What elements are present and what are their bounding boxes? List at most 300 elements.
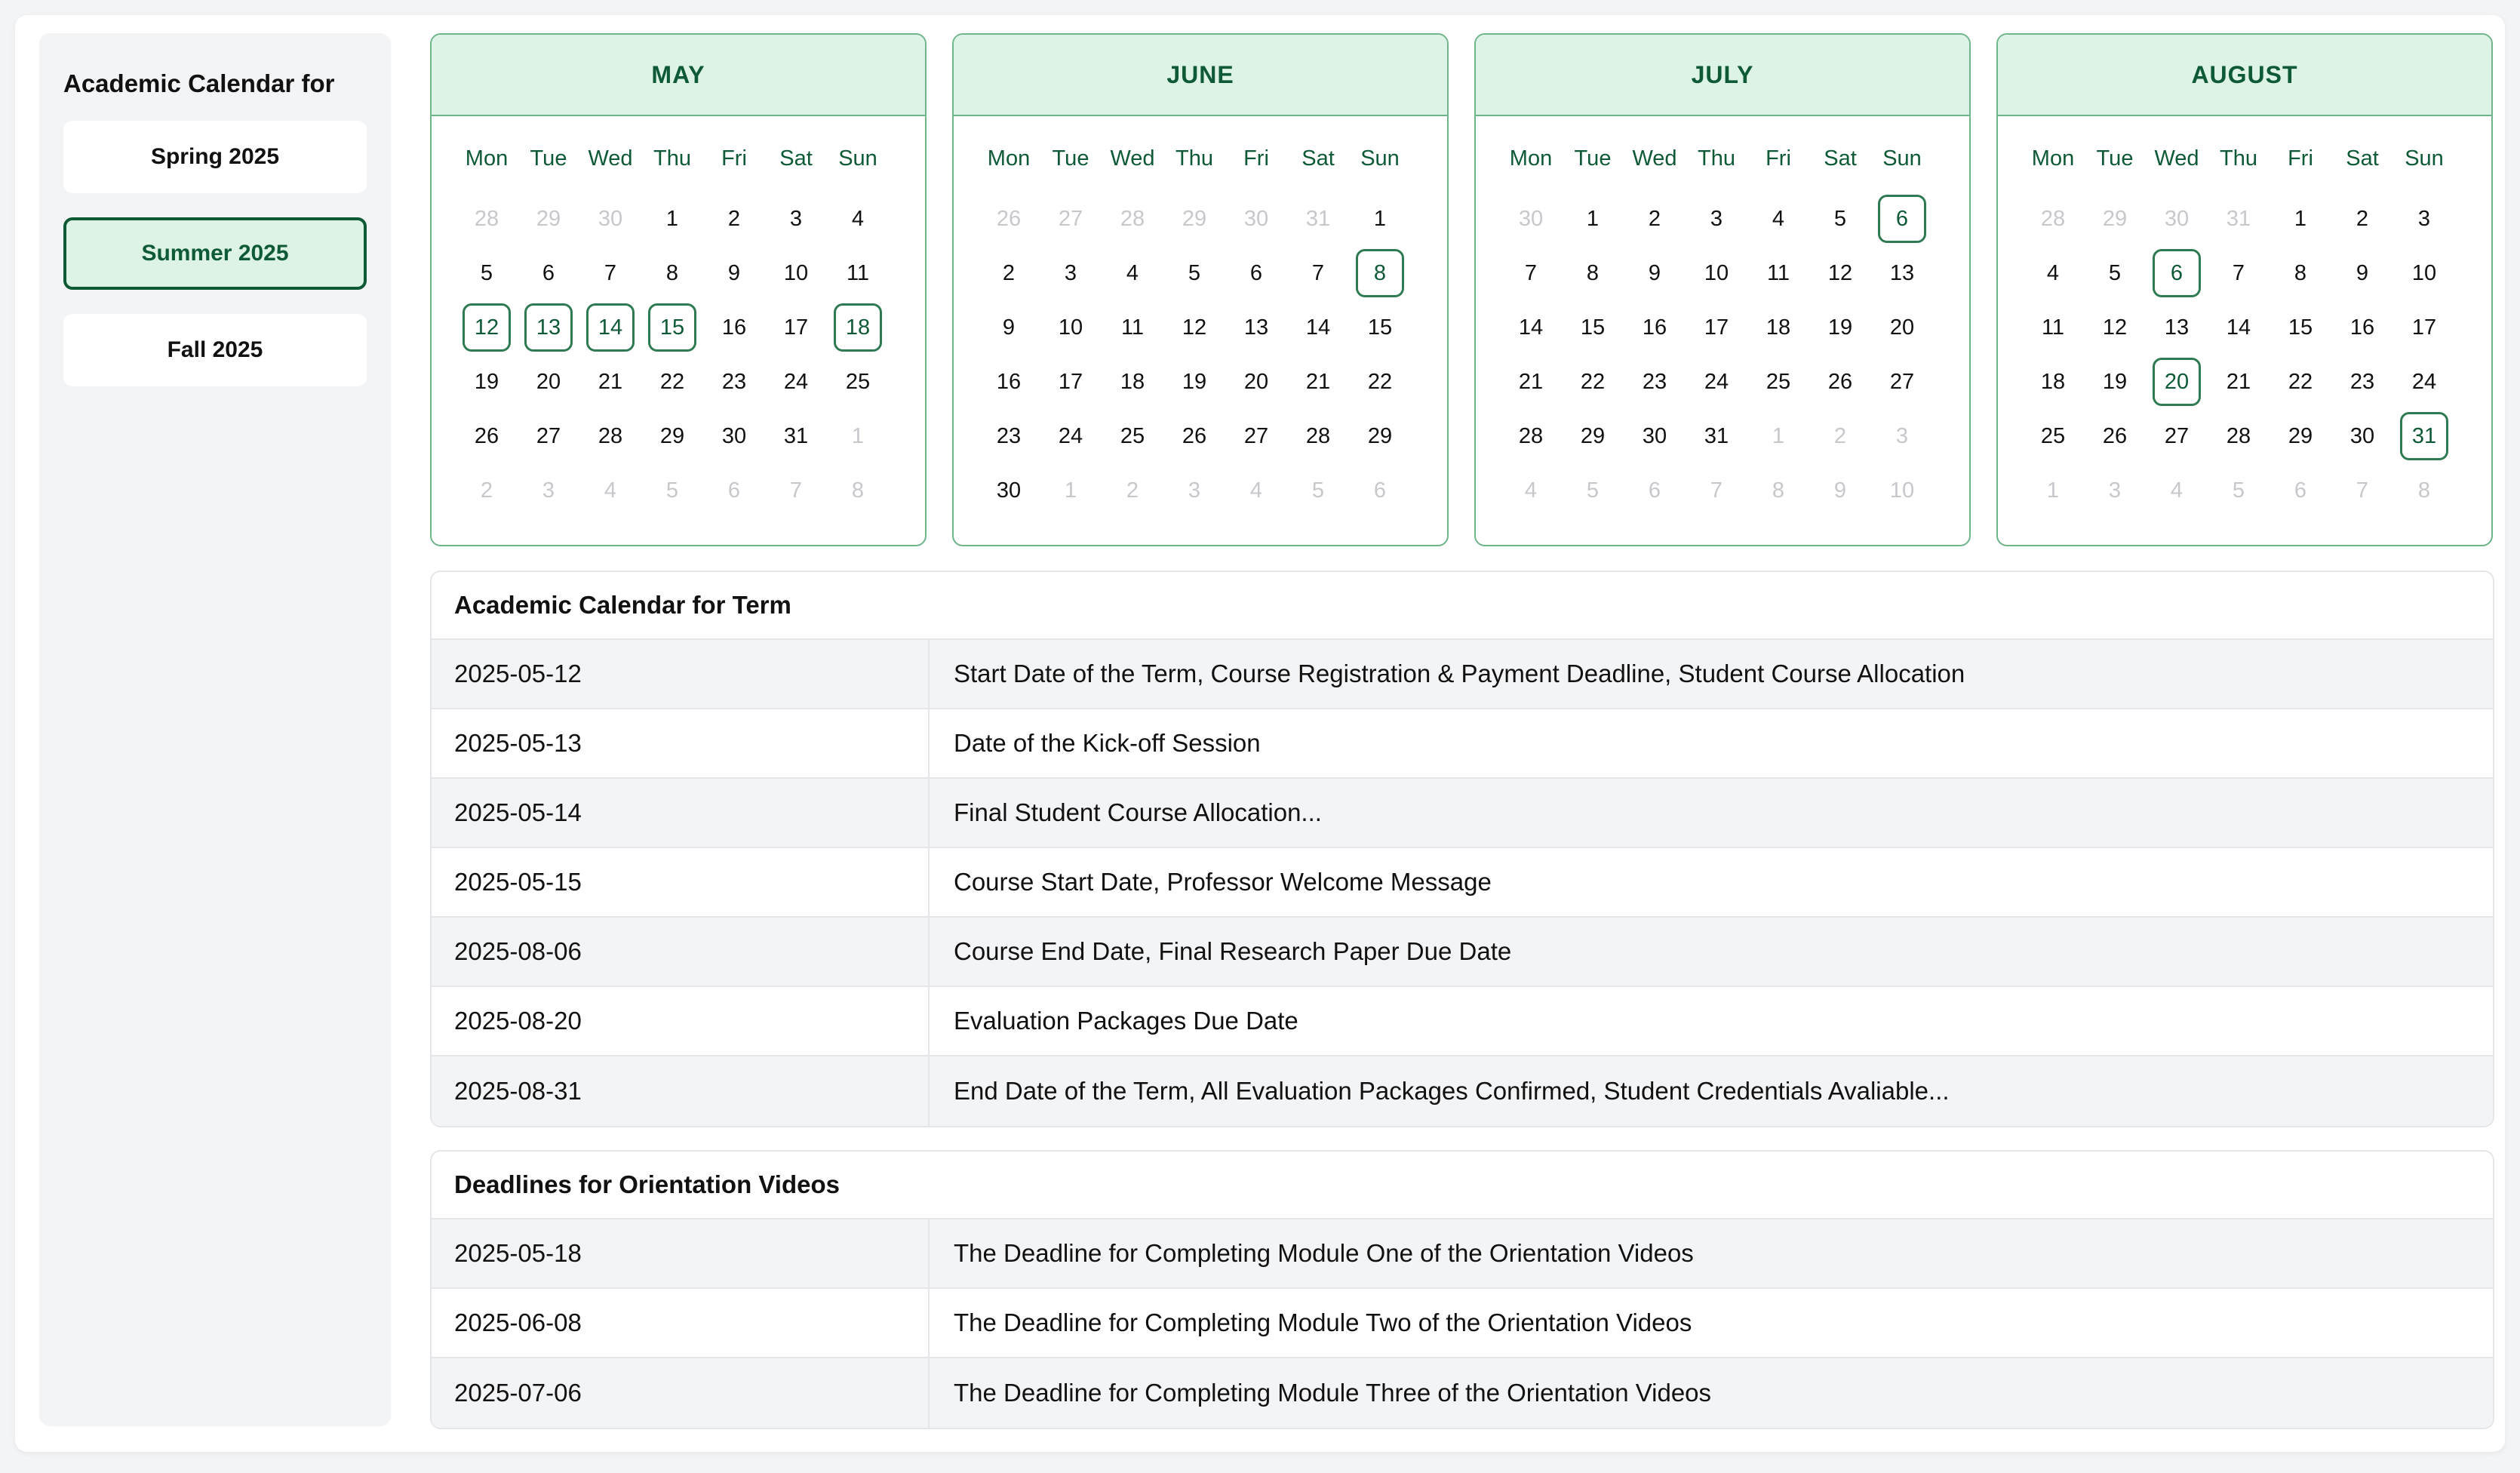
day-number: 31: [783, 423, 809, 448]
day-number: 15: [1367, 315, 1393, 340]
calendar-day[interactable]: [2270, 463, 2331, 518]
day-number: 9: [727, 260, 741, 285]
day-number: 10: [1058, 315, 1083, 340]
day-number: 27: [1889, 369, 1915, 394]
day-number: 6: [1249, 260, 1263, 285]
table-row: [432, 1056, 2493, 1126]
day-number: 4: [1249, 478, 1263, 503]
day-number: 3: [2108, 478, 2122, 503]
day-number: 2: [1002, 260, 1016, 285]
calendar-day[interactable]: [1163, 192, 1225, 246]
calendar-day[interactable]: [641, 246, 703, 300]
day-number: 1: [1373, 206, 1387, 231]
calendar-day[interactable]: [1349, 300, 1411, 355]
calendar-day[interactable]: [641, 463, 703, 518]
day-number: 5: [1311, 478, 1325, 503]
calendar-day[interactable]: [1102, 192, 1163, 246]
calendar-day[interactable]: [2270, 192, 2331, 246]
calendar-day[interactable]: [827, 192, 889, 246]
calendar-day[interactable]: [518, 355, 579, 409]
calendar-day[interactable]: [2084, 463, 2146, 518]
day-number: 19: [474, 369, 499, 394]
row-date: 2025-05-14: [432, 779, 930, 847]
calendar-day[interactable]: [1500, 463, 1562, 518]
calendar-day[interactable]: [978, 246, 1040, 300]
month-title: MAY: [432, 35, 925, 116]
day-number: 1: [665, 206, 679, 231]
calendar-day[interactable]: [1225, 300, 1287, 355]
calendar-day[interactable]: [2084, 192, 2146, 246]
calendar-day[interactable]: [2208, 355, 2270, 409]
calendar-day[interactable]: [1225, 355, 1287, 409]
day-number: 29: [2102, 206, 2128, 231]
calendar-day[interactable]: [765, 355, 827, 409]
calendar-day[interactable]: [1225, 463, 1287, 518]
day-number: 2: [1648, 206, 1661, 231]
calendar-day[interactable]: [2146, 409, 2208, 463]
calendar-day[interactable]: [1287, 409, 1349, 463]
weekday-label: Thu: [653, 146, 691, 171]
calendar-day[interactable]: [1747, 300, 1809, 355]
calendar-day[interactable]: [1500, 300, 1562, 355]
calendar-day[interactable]: [1163, 246, 1225, 300]
day-number: 30: [721, 423, 747, 448]
weekday-label: Sat: [1301, 146, 1335, 171]
calendar-day-highlighted[interactable]: [827, 300, 889, 355]
day-number: 3: [542, 478, 555, 503]
day-number: 7: [604, 260, 617, 285]
calendar-day[interactable]: [1809, 409, 1871, 463]
day-number: 5: [1586, 478, 1600, 503]
calendar-day[interactable]: [1871, 409, 1933, 463]
calendar-day[interactable]: [2393, 246, 2455, 300]
calendar-day[interactable]: [2146, 463, 2208, 518]
weekday-label: Sun: [2405, 146, 2444, 171]
row-date: 2025-05-15: [432, 848, 930, 916]
calendar-day[interactable]: [1040, 192, 1102, 246]
day-number: 27: [1058, 206, 1083, 231]
row-date: 2025-05-13: [432, 709, 930, 777]
calendar-day[interactable]: [2022, 409, 2084, 463]
day-number: 14: [1518, 315, 1544, 340]
day-number: 6: [727, 478, 741, 503]
calendar-day[interactable]: [2022, 192, 2084, 246]
day-number: 17: [2411, 315, 2437, 340]
day-number: 28: [598, 423, 623, 448]
calendar-day[interactable]: [579, 192, 641, 246]
calendar-day[interactable]: [765, 192, 827, 246]
calendar-day[interactable]: [1102, 409, 1163, 463]
calendar-day[interactable]: [765, 246, 827, 300]
calendar-day[interactable]: [2331, 355, 2393, 409]
calendar-day[interactable]: [1225, 409, 1287, 463]
calendar-day[interactable]: [1562, 409, 1624, 463]
day-number: 7: [1710, 478, 1723, 503]
day-number: 7: [1311, 260, 1325, 285]
calendar-day[interactable]: [1102, 355, 1163, 409]
weekday-label: Thu: [1175, 146, 1213, 171]
day-number: 4: [851, 206, 865, 231]
weekday-label: Fri: [1243, 146, 1269, 171]
calendar-day[interactable]: [518, 409, 579, 463]
day-number: 13: [2164, 315, 2190, 340]
calendar-day[interactable]: [827, 246, 889, 300]
calendar-day[interactable]: [1809, 300, 1871, 355]
day-number: 30: [2164, 206, 2190, 231]
calendar-day[interactable]: [2393, 192, 2455, 246]
calendar-day[interactable]: [2084, 300, 2146, 355]
day-number: 6: [1648, 478, 1661, 503]
day-number: 6: [1878, 195, 1926, 243]
day-number: 1: [1064, 478, 1077, 503]
row-description: Evaluation Packages Due Date: [954, 1007, 1298, 1035]
day-number: 21: [1305, 369, 1331, 394]
calendar-day-highlighted[interactable]: [2393, 409, 2455, 463]
calendar-day[interactable]: [1562, 355, 1624, 409]
calendar-day[interactable]: [2270, 300, 2331, 355]
calendar-day[interactable]: [1500, 192, 1562, 246]
term-button-spring-2025[interactable]: Spring 2025: [63, 121, 367, 193]
day-number: 1: [851, 423, 865, 448]
calendar-day[interactable]: [1225, 192, 1287, 246]
calendar-day[interactable]: [978, 463, 1040, 518]
calendar-day[interactable]: [765, 463, 827, 518]
calendar-day[interactable]: [1871, 355, 1933, 409]
calendar-day[interactable]: [703, 409, 765, 463]
weekday-label: Tue: [1574, 146, 1612, 171]
day-number: 28: [1305, 423, 1331, 448]
day-number: 10: [1889, 478, 1915, 503]
calendar-day[interactable]: [1686, 192, 1747, 246]
calendar-day[interactable]: [2331, 246, 2393, 300]
calendar-day[interactable]: [703, 192, 765, 246]
day-number: 23: [2349, 369, 2375, 394]
day-number: 8: [2417, 478, 2431, 503]
calendar-day[interactable]: [2208, 409, 2270, 463]
row-date: 2025-08-06: [432, 918, 930, 986]
calendar-day[interactable]: [1163, 355, 1225, 409]
calendar-day[interactable]: [1562, 192, 1624, 246]
calendar-day[interactable]: [1624, 355, 1686, 409]
calendar-day[interactable]: [1163, 463, 1225, 518]
calendar-day[interactable]: [2084, 355, 2146, 409]
weekday-label: Wed: [1632, 146, 1677, 171]
day-number: 20: [2153, 358, 2201, 406]
calendar-day-highlighted[interactable]: [456, 300, 518, 355]
calendar-day[interactable]: [1562, 300, 1624, 355]
calendar-day[interactable]: [2393, 463, 2455, 518]
calendar-day[interactable]: [1349, 355, 1411, 409]
day-number: 20: [1243, 369, 1269, 394]
day-number: 28: [474, 206, 499, 231]
calendar-day[interactable]: [1871, 246, 1933, 300]
day-number: 24: [2411, 369, 2437, 394]
day-number: 25: [2040, 423, 2066, 448]
table-row: [432, 640, 2493, 709]
day-number: 8: [851, 478, 865, 503]
day-number: 11: [846, 260, 870, 285]
day-number: 4: [1772, 206, 1785, 231]
calendar-day[interactable]: [2022, 246, 2084, 300]
day-number: 7: [789, 478, 803, 503]
calendar-day[interactable]: [1686, 246, 1747, 300]
calendar-day-highlighted[interactable]: [518, 300, 579, 355]
day-number: 28: [2226, 423, 2251, 448]
calendar-day[interactable]: [1163, 300, 1225, 355]
calendar-day[interactable]: [1871, 463, 1933, 518]
calendar-day[interactable]: [1686, 300, 1747, 355]
day-number: 30: [2349, 423, 2375, 448]
calendar-day[interactable]: [1287, 246, 1349, 300]
row-description: The Deadline for Completing Module One of the Orientation Videos: [954, 1239, 1694, 1267]
calendar-day[interactable]: [2331, 463, 2393, 518]
month-title: JUNE: [954, 35, 1447, 116]
calendar-day[interactable]: [1163, 409, 1225, 463]
calendar-day[interactable]: [1102, 300, 1163, 355]
calendar-day[interactable]: [2084, 409, 2146, 463]
table-row: [432, 779, 2493, 848]
day-number: 6: [1373, 478, 1387, 503]
weekday-label: Mon: [2031, 146, 2075, 171]
calendar-day[interactable]: [1500, 246, 1562, 300]
calendar-day[interactable]: [1747, 192, 1809, 246]
calendar-day[interactable]: [2084, 246, 2146, 300]
calendar-day[interactable]: [1809, 355, 1871, 409]
day-number: 15: [1580, 315, 1606, 340]
calendar-day[interactable]: [2146, 192, 2208, 246]
calendar-day[interactable]: [2208, 246, 2270, 300]
day-number: 24: [1704, 369, 1729, 394]
day-number: 8: [665, 260, 679, 285]
calendar-day[interactable]: [978, 300, 1040, 355]
day-number: 22: [1580, 369, 1606, 394]
calendar-day-highlighted[interactable]: [579, 300, 641, 355]
month-calendar-july: [1474, 33, 1971, 546]
calendar-day[interactable]: [579, 246, 641, 300]
day-number: 14: [2226, 315, 2251, 340]
calendar-day[interactable]: [2022, 355, 2084, 409]
day-number: 29: [2288, 423, 2313, 448]
day-number: 31: [2226, 206, 2251, 231]
calendar-day[interactable]: [1040, 300, 1102, 355]
day-number: 21: [598, 369, 623, 394]
calendar-day[interactable]: [1624, 246, 1686, 300]
calendar-day[interactable]: [1225, 246, 1287, 300]
calendar-day[interactable]: [579, 355, 641, 409]
calendar-day[interactable]: [1871, 300, 1933, 355]
day-number: 7: [2356, 478, 2369, 503]
table-row: [432, 987, 2493, 1056]
calendar-day[interactable]: [703, 463, 765, 518]
calendar-day[interactable]: [1686, 409, 1747, 463]
calendar-day[interactable]: [978, 409, 1040, 463]
calendar-day[interactable]: [1562, 246, 1624, 300]
calendar-day[interactable]: [827, 463, 889, 518]
calendar-grid: [1998, 139, 2491, 518]
calendar-day[interactable]: [579, 409, 641, 463]
calendar-day[interactable]: [641, 192, 703, 246]
calendar-day[interactable]: [765, 300, 827, 355]
day-number: 4: [2046, 260, 2060, 285]
day-number: 9: [2356, 260, 2369, 285]
calendar-day[interactable]: [1287, 192, 1349, 246]
day-number: 7: [1524, 260, 1538, 285]
calendar-day[interactable]: [641, 355, 703, 409]
day-number: 19: [2102, 369, 2128, 394]
calendar-day[interactable]: [1102, 246, 1163, 300]
calendar-day[interactable]: [518, 192, 579, 246]
calendar-day[interactable]: [518, 463, 579, 518]
calendar-day[interactable]: [1102, 463, 1163, 518]
calendar-day[interactable]: [2022, 463, 2084, 518]
weekday-label: Tue: [2096, 146, 2134, 171]
day-number: 18: [2040, 369, 2066, 394]
weekday-label: Sun: [1882, 146, 1922, 171]
calendar-day[interactable]: [1809, 192, 1871, 246]
calendar-day[interactable]: [579, 463, 641, 518]
day-number: 16: [1642, 315, 1667, 340]
day-number: 17: [783, 315, 809, 340]
day-number: 13: [524, 303, 573, 352]
month-calendar-june: [952, 33, 1449, 546]
day-number: 20: [536, 369, 561, 394]
calendar-day[interactable]: [2331, 192, 2393, 246]
calendar-day[interactable]: [1349, 192, 1411, 246]
calendar-day-highlighted[interactable]: [2146, 355, 2208, 409]
row-description: Final Student Course Allocation...: [954, 798, 1322, 826]
day-number: 15: [2288, 315, 2313, 340]
calendar-day[interactable]: [2208, 192, 2270, 246]
month-title: JULY: [1476, 35, 1969, 116]
weekday-label: Sun: [838, 146, 877, 171]
day-number: 29: [1580, 423, 1606, 448]
calendar-day-highlighted[interactable]: [1871, 192, 1933, 246]
calendar-day[interactable]: [2331, 409, 2393, 463]
calendar-day[interactable]: [1040, 463, 1102, 518]
calendar-day-highlighted[interactable]: [2146, 246, 2208, 300]
calendar-day[interactable]: [1747, 463, 1809, 518]
row-description: The Deadline for Completing Module Two of the Orientation Videos: [954, 1308, 1692, 1336]
calendar-day[interactable]: [2208, 300, 2270, 355]
calendar-day[interactable]: [1562, 463, 1624, 518]
calendar-day[interactable]: [1500, 409, 1562, 463]
day-number: 24: [783, 369, 809, 394]
calendar-day[interactable]: [1624, 300, 1686, 355]
weekday-label: Mon: [987, 146, 1031, 171]
day-number: 6: [542, 260, 555, 285]
day-number: 25: [1120, 423, 1145, 448]
term-button-summer-2025[interactable]: Summer 2025: [63, 217, 367, 290]
calendar-day[interactable]: [703, 300, 765, 355]
calendar-day[interactable]: [978, 192, 1040, 246]
day-number: 2: [1126, 478, 1139, 503]
weekday-label: Sun: [1360, 146, 1400, 171]
calendar-day[interactable]: [2393, 300, 2455, 355]
weekday-label: Sat: [2346, 146, 2379, 171]
calendar-day-highlighted[interactable]: [1349, 246, 1411, 300]
calendar-day[interactable]: [456, 246, 518, 300]
term-calendar-table: [430, 570, 2494, 1127]
calendar-day[interactable]: [1624, 463, 1686, 518]
calendar-day-highlighted[interactable]: [641, 300, 703, 355]
weekday-label: Fri: [1766, 146, 1791, 171]
calendar-day[interactable]: [1040, 355, 1102, 409]
calendar-day[interactable]: [827, 409, 889, 463]
day-number: 1: [1772, 423, 1785, 448]
day-number: 19: [1182, 369, 1207, 394]
calendar-day[interactable]: [2270, 355, 2331, 409]
day-number: 26: [1182, 423, 1207, 448]
calendar-day[interactable]: [518, 246, 579, 300]
calendar-day[interactable]: [1040, 409, 1102, 463]
day-number: 3: [1710, 206, 1723, 231]
day-number: 12: [463, 303, 511, 352]
calendar-day[interactable]: [765, 409, 827, 463]
weekday-label: Fri: [2288, 146, 2313, 171]
day-number: 17: [1058, 369, 1083, 394]
calendar-day[interactable]: [1287, 463, 1349, 518]
calendar-day[interactable]: [2146, 300, 2208, 355]
calendar-grid: [1476, 139, 1969, 518]
calendar-day[interactable]: [1809, 463, 1871, 518]
calendar-day[interactable]: [827, 355, 889, 409]
term-button-fall-2025[interactable]: Fall 2025: [63, 314, 367, 386]
table-body: [432, 1219, 2493, 1428]
row-date: 2025-05-12: [432, 640, 930, 708]
calendar-day[interactable]: [703, 246, 765, 300]
calendar-day[interactable]: [1040, 246, 1102, 300]
calendar-day[interactable]: [1287, 355, 1349, 409]
day-number: 30: [598, 206, 623, 231]
calendar-day[interactable]: [2022, 300, 2084, 355]
calendar-day[interactable]: [1349, 463, 1411, 518]
day-number: 4: [1126, 260, 1139, 285]
calendar-day[interactable]: [1287, 300, 1349, 355]
day-number: 23: [721, 369, 747, 394]
calendar-day[interactable]: [641, 409, 703, 463]
calendar-day[interactable]: [1686, 463, 1747, 518]
calendar-day[interactable]: [456, 355, 518, 409]
day-number: 10: [1704, 260, 1729, 285]
calendar-day[interactable]: [1747, 409, 1809, 463]
day-number: 6: [2153, 249, 2201, 297]
calendar-day[interactable]: [1809, 246, 1871, 300]
calendar-day[interactable]: [703, 355, 765, 409]
calendar-day[interactable]: [2270, 409, 2331, 463]
calendar-day[interactable]: [1500, 355, 1562, 409]
calendar-day[interactable]: [2270, 246, 2331, 300]
row-date: 2025-05-18: [432, 1219, 930, 1287]
calendar-day[interactable]: [2393, 355, 2455, 409]
calendar-day[interactable]: [1747, 246, 1809, 300]
day-number: 15: [648, 303, 696, 352]
calendar-day[interactable]: [456, 409, 518, 463]
calendar-day[interactable]: [1686, 355, 1747, 409]
calendar-day[interactable]: [2331, 300, 2393, 355]
calendar-day[interactable]: [456, 463, 518, 518]
day-number: 11: [2041, 315, 2065, 340]
day-number: 1: [2046, 478, 2060, 503]
calendar-day[interactable]: [2208, 463, 2270, 518]
calendar-day[interactable]: [1624, 409, 1686, 463]
day-number: 12: [2102, 315, 2128, 340]
calendar-day[interactable]: [456, 192, 518, 246]
weekday-label: Wed: [2154, 146, 2199, 171]
calendar-day[interactable]: [1747, 355, 1809, 409]
calendar-day[interactable]: [1624, 192, 1686, 246]
calendar-day[interactable]: [978, 355, 1040, 409]
calendar-day[interactable]: [1349, 409, 1411, 463]
